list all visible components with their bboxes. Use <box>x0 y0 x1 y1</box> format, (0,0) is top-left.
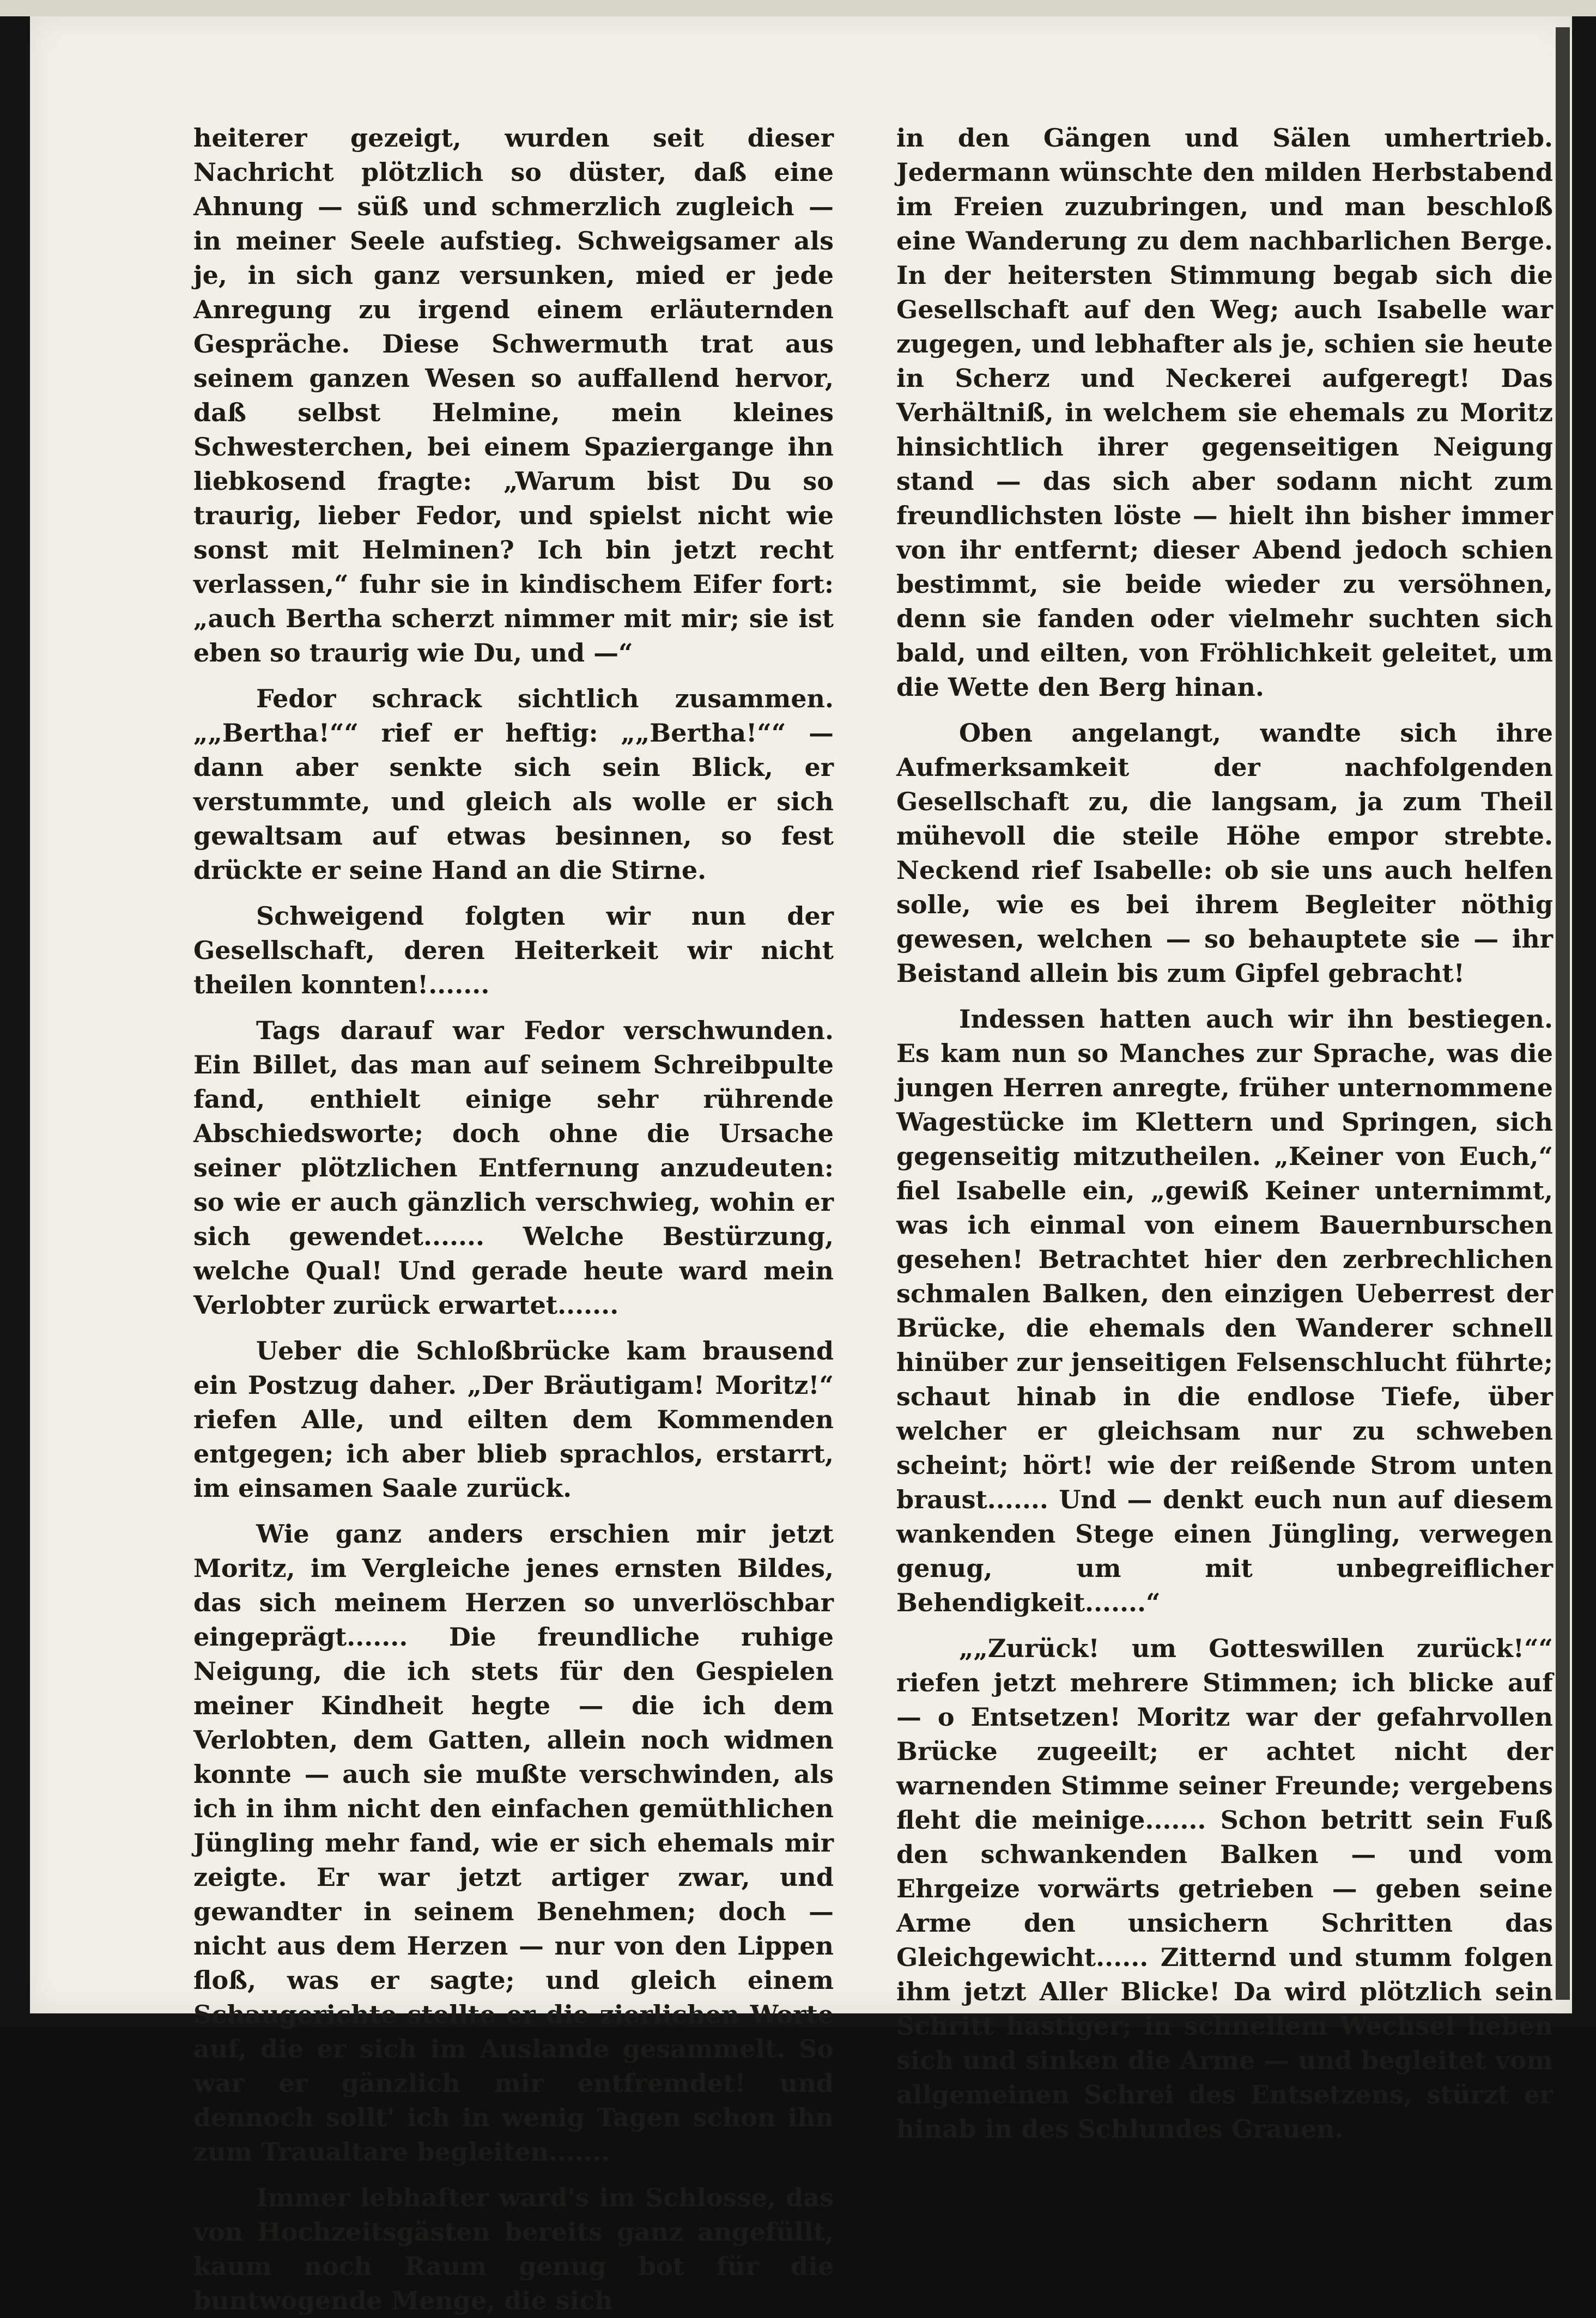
top-edge-strip <box>0 0 1596 16</box>
right-paragraph-3: Indessen hatten auch wir ihn bestiegen. Es kam nun so Manches zur Sprache, was die jungen Herren anregte, früher unternommene Wagestücke im Klettern und Springen, sich gegenseitig mitzutheilen. „Keiner von Euch,“ fiel Isabelle ein, „gewiß Keiner unternimmt, was ich einmal von einem Bauernburschen gesehen! Betrachtet hier den zerbrechlichen schmalen Balken, den einzigen Ueberrest der Brücke, die ehemals den Wanderer schnell hinüber zur jenseitigen Felsenschlucht führte; schaut hinab in die endlose Tiefe, über welcher er gleichsam nur zu schweben scheint; hört! wie der reißende Strom unten braust....... Und — denkt euch nun auf diesem wankenden Stege einen Jüngling, verwegen genug, um mit unbegreiflicher Behendigkeit.......“ <box>896 1004 1553 1617</box>
left-paragraph-1: heiterer gezeigt, wurden seit dieser Nachricht plötzlich so düster, daß eine Ahnung — süß und schmerzlich zugleich — in meiner Seele aufstieg. Schweigsamer als je, in sich ganz versunken, mied er jede Anregung zu irgend einem erläuternden Gespräche. Diese Schwermuth trat aus seinem ganzen Wesen so auffallend hervor, daß selbst Helmine, mein kleines Schwesterchen, bei einem Spaziergange ihn liebkosend fragte: „Warum bist Du so traurig, lieber Fedor, und spielst nicht wie sonst mit Helminen? Ich bin jetzt recht verlassen,“ fuhr sie in kindischem Eifer fort: „auch Bertha scherzt nimmer mit mir; sie ist eben so traurig wie Du, und —“ <box>193 123 834 668</box>
left-paragraph-7: Immer lebhafter ward's im Schlosse, das von Hochzeitsgästen bereits ganz angefüllt, kaum noch Raum genug bot für die buntwogende Menge, die sich <box>193 2183 834 2315</box>
right-paragraph-4: „„Zurück! um Gotteswillen zurück!““ riefen jetzt mehrere Stimmen; ich blicke auf — o Entsetzen! Moritz war der gefahrvollen Brücke zugeeilt; er achtet nicht der warnenden Stimme seiner Freunde; vergebens fleht die meinige....... Schon betritt sein Fuß den schwankenden Balken — und vom Ehrgeize vorwärts getrieben — geben seine Arme den unsichern Schritten das Gleichgewicht...... Zitternd und stumm folgen ihm jetzt Aller Blicke! Da wird plötzlich sein Schritt hastiger; in schnellem Wechsel heben sich und sinken die Arme — und begleitet vom allgemeinen Schrei des Entsetzens, stürzt er hinab in des Schlundes Grauen. <box>896 1634 1553 2144</box>
right-column <box>896 121 1553 2146</box>
left-column <box>193 121 834 2318</box>
left-paragraph-6: Wie ganz anders erschien mir jetzt Moritz, im Vergleiche jenes ernsten Bildes, das sich meinem Herzen so unverlöschbar eingeprägt....... Die freundliche ruhige Neigung, die ich stets für den Gespielen meiner Kindheit hegte — die ich dem Verlobten, dem Gatten, allein noch widmen konnte — auch sie mußte verschwinden, als ich in ihm nicht den einfachen gemüthlichen Jüngling mehr fand, wie er sich ehemals mir zeigte. Er war jetzt artiger zwar, und gewandter in seinem Benehmen; doch — nicht aus dem Herzen — nur von den Lippen floß, was er sagte; und gleich einem Schaugerichte stellte er die zierlichen Worte auf, die er sich im Auslande gesammelt. So war er gänzlich mir entfremdet! und dennoch sollt' ich in wenig Tagen schon ihn zum Traualtare begleiten....... <box>193 1519 834 2167</box>
left-paragraph-4: Tags darauf war Fedor verschwunden. Ein Billet, das man auf seinem Schreibpulte fand, enthielt einige sehr rührende Abschiedsworte; doch ohne die Ursache seiner plötzlichen Entfernung anzudeuten: so wie er auch gänzlich verschwieg, wohin er sich gewendet....... Welche Bestürzung, welche Qual! Und gerade heute ward mein Verlobter zurück erwartet....... <box>193 1016 834 1320</box>
right-paragraph-1: in den Gängen und Sälen umhertrieb. Jedermann wünschte den milden Herbstabend im Freien zuzubringen, und man beschloß eine Wanderung zu dem nachbarlichen Berge. In der heitersten Stimmung begab sich die Gesellschaft auf den Weg; auch Isabelle war zugegen, und lebhafter als je, schien sie heute in Scherz und Neckerei aufgeregt! Das Verhältniß, in welchem sie ehemals zu Moritz hinsichtlich ihrer gegenseitigen Neigung stand — das sich aber sodann nicht zum freundlichsten löste — hielt ihn bisher immer von ihr entfernt; dieser Abend jedoch schien bestimmt, sie beide wieder zu versöhnen, denn sie fanden oder vielmehr suchten sich bald, und eilten, von Fröhlichkeit geleitet, um die Wette den Berg hinan. <box>896 123 1553 702</box>
left-paragraph-2: Fedor schrack sichtlich zusammen. „„Bertha!““ rief er heftig: „„Bertha!““ — dann aber senkte sich sein Blick, er verstummte, und gleich als wolle er sich gewaltsam auf etwas besinnen, so fest drückte er seine Hand an die Stirne. <box>193 684 834 885</box>
paper-right-edge <box>1556 27 1570 2000</box>
left-paragraph-3: Schweigend folgten wir nun der Gesellschaft, deren Heiterkeit wir nicht theilen konnten!....... <box>193 901 834 999</box>
left-paragraph-5: Ueber die Schloßbrücke kam brausend ein Postzug daher. „Der Bräutigam! Moritz!“ riefen Alle, und eilten dem Kommenden entgegen; ich aber blieb sprachlos, erstarrt, im einsamen Saale zurück. <box>193 1336 834 1503</box>
right-paragraph-2: Oben angelangt, wandte sich ihre Aufmerksamkeit der nachfolgenden Gesellschaft zu, die langsam, ja zum Theil mühevoll die steile Höhe empor strebte. Neckend rief Isabelle: ob sie uns auch helfen solle, wie es bei ihrem Begleiter nöthig gewesen, welchen — so behauptete sie — ihr Beistand allein bis zum Gipfel gebracht! <box>896 718 1553 988</box>
